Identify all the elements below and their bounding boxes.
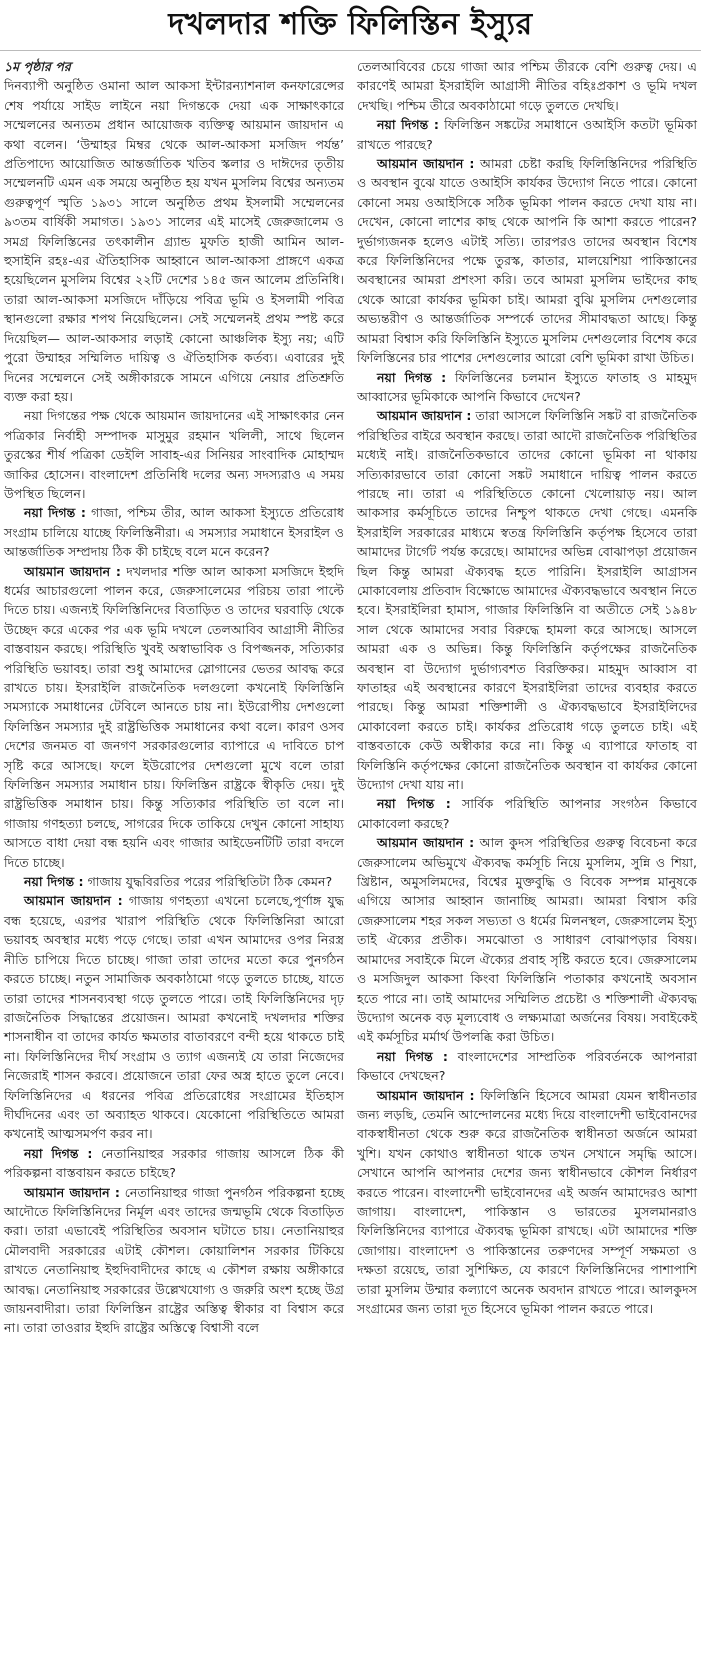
speaker-label: নয়া দিগন্ত : xyxy=(377,796,451,812)
speaker-label: নয়া দিগন্ত : xyxy=(24,874,84,890)
paragraph-text: গাজা, পশ্চিম তীর, আল আকসা ইস্যুতে প্রতিরোধ সংগ্রাম চালিয়ে যাচ্ছে ফিলিস্তিনীরা। এ সমস্যার সমাধানে ইসরাইল ও আন্তর্জাতিক সম্প্রদায় ঠিক কী চাইছে বলে মনে করেন? xyxy=(4,505,344,560)
paragraph-text: বাংলাদেশের সাম্প্রতিক পরিবর্তনকে আপনারা কিভাবে দেখছেন? xyxy=(357,1048,697,1084)
paragraph-text: গাজায় গণহত্যা এখনো চলেছে,পূর্ণাঙ্গ যুদ্ধ বন্ধ হয়েছে, এরপর খারাপ পরিস্থিতি থেকে ফিলিস্তিনিরা আরো ভয়াবহ অবস্থার মধ্যে পড়ে গেছে। তারা এখন আমাদের ওপর নিরস্ত্র নীতি চাপিয়ে দিতে চাচ্ছে। গাজা তারা তাদের মতো করে পুনর্গঠন করতে চাচ্ছে। নতুন সামাজিক অবকাঠামো গড়ে তুলতে চাচ্ছে, যাতে তারা তাদের শাসনব্যবস্থা গড়ে তুলতে পারে। তাই ফিলিস্তিনিদের দৃঢ় রাজনৈতিক সিদ্ধান্তের প্রয়োজন। আমরা কখনোই দখলদার শক্তির শাসনাধীন বা তাদের কার্যত ক্ষমতার বাতাবরণে বন্দী হয়ে থাকতে চাই না। ফিলিস্তিনিদের দীর্ঘ সংগ্রাম ও ত্যাগ এজন্যই যে তারা নিজেদের নিজেরাই শাসন করবে। প্রয়োজনে তারা ফের অস্ত্র হাতে তুলে নেবে। ফিলিস্তিনিদের এ ধরনের পবিত্র প্রতিরোধের সংগ্রামের ইতিহাস দীর্ঘদিনের এবং তা অব্যাহত থাকবে। যেকোনো পরিস্থিতিতে আমরা কখনোই আত্মসমর্পণ করব না। xyxy=(4,893,344,1142)
paragraph-text: নেতানিয়াহুর গাজা পুনর্গঠন পরিকল্পনা হচ্ছে আদৌতে ফিলিস্তিনিদের নির্মূল এবং তাদের জন্মভূমি থেকে বিতাড়িত করা। তারা এভাবেই পরিস্থিতির অবসান ঘটাতে চায়। নেতানিয়াহুর মৌলবাদী সরকারের এটাই কৌশল। কোয়ালিশন সরকার টিকিয়ে রাখতে নেতানিয়াহু ইহুদিবাদীদের কাছে এ কৌশল রক্ষায় অঙ্গীকারে আবদ্ধ। নেতানিয়াহু সরকারের উল্লেখযোগ্য ও জরুরি অংশ হচ্ছে উগ্র জায়নবাদীরা। তারা ফিলিস্তিন রাষ্ট্রের অস্তিত্ব স্বীকার বা বিশ্বাস করে না। তারা তাওরার ইহুদি রাষ্ট্রের অস্তিত্বে বিশ্বাসী বলে xyxy=(4,1184,344,1336)
paragraph-text: ফিলিস্তিনি হিসেবে আমরা যেমন স্বাধীনতার জন্য লড়ছি, তেমনি আন্দোলনের মধ্যে দিয়ে বাংলাদেশী ভাইবোনদের বাকস্বাধীনতা থেকে শুরু করে রাজনৈতিক স্বাধীনতা অর্জনে আমরা খুশি। যখন কোথাও স্বাধীনতা থাকে তখন সেখানে সমৃদ্ধি আসে। সেখানে আপনি আপনার দেশের জন্য স্বাধীনভাবে কৌশল নির্ধারণ করতে পারেন। বাংলাদেশী ভাইবোনদের এই অর্জন আমাদেরও আশা জাগায়। বাংলাদেশ, পাকিস্তান ও ভারতের মুসলমানরাও ফিলিস্তিনিদের ব্যাপারে ঐক্যবদ্ধ ভূমিকা রাখছে। এটা আমাদের শক্তি জোগায়। বাংলাদেশ ও পাকিস্তানের তরুণদের সম্পূর্ণ সক্ষমতা ও দক্ষতা রয়েছে, তারা সুশিক্ষিত, যে কারণে ফিলিস্তিনিদের পাশাপাশি তারা মুসলিম উম্মার কল্যাণে অনেক অবদান রাখতে পারে। আলকুদস সংগ্রামের জন্য তারা দূত হিসেবে ভূমিকা পালন করতে পারে। xyxy=(357,1087,697,1316)
paragraph-text: দিনব্যাপী অনুষ্ঠিত ওমানা আল আকসা ইন্টারন্যাশনাল কনফারেন্সের শেষ পর্যায়ে সাইড লাইনে নয়া দিগন্তকে দেয়া এক সাক্ষাৎকারে সম্মেলনের অন্যতম প্রধান আয়োজক ব্যক্তিত্ব আয়মান জায়দান এ কথা বলেন। ‘উম্মাহর মিম্বর থেকে আল-আকসা মসজিদ পর্যন্ত’ প্রতিপাদ্যে আয়োজিত আন্তর্জাতিক খতিব স্কলার ও দাঈদের তৃতীয় সম্মেলনটি এমন এক সময়ে অনুষ্ঠিত হয় যখন মুসলিম বিশ্বের অন্যতম গুরুত্বপূর্ণ স্মৃতি ১৯৩১ সালে অনুষ্ঠিত প্রথম ইসলামী সম্মেলনের ৯৩তম বার্ষিকী সমাগত। ১৯৩১ সালের এই মাসেই জেরুজালেম ও সমগ্র ফিলিস্তিনের তৎকালীন গ্র্যান্ড মুফতি হাজী আমিন আল-হুসাইনি রহঃ-এর ঐতিহাসিক আহ্বানে আল-আকসা প্রাঙ্গণে একত্র হয়েছিলেন মুসলিম বিশ্বের ২২টি দেশের ১৪৫ জন আলেম প্রতিনিধি। তারা আল-আকসা মসজিদে দাঁড়িয়ে পবিত্র ভূমি ও ইসলামী পবিত্র স্থানগুলো রক্ষার শপথ নিয়েছিলেন। সেই সম্মেলনই প্রথম স্পষ্ট করে দিয়েছিল— আল-আকসার লড়াই কোনো আঞ্চলিক ইস্যু নয়; এটি পুরো উম্মাহর সম্মিলিত দায়িত্ব ও ঐতিহাসিক কর্তব্য। এবারের দুই দিনের সম্মেলনে সেই অঙ্গীকারকে সামনে এগিয়ে নেয়ার প্রতিশ্রুতি ব্যক্ত করা হয়। xyxy=(4,78,344,404)
paragraph-text: দখলদার শক্তি আল আকসা মসজিদে ইহুদি ধর্মের আচারগুলো পালন করে, জেরুসালেমের পরিচয় তারা পাল্টে দিতে চায়। এজন্যই ফিলিস্তিনিদের বিতাড়িত ও তাদের ঘরবাড়ি থেকে উচ্ছেদ করে একের পর এক ভূমি দখলে তেলআবিব আগ্রাসী নীতির বাস্তবায়ন করছে। পরিস্থিতি খুবই অস্বাভাবিক ও বিপজ্জনক, সত্যিকার পরিস্থিতি ভয়াবহ। তারা শুধু আমাদের স্লোগানের ভেতর আবদ্ধ করে রাখতে চায়। ইসরাইলি রাজনৈতিক দলগুলো কখনোই ফিলিস্তিনি সমস্যাকে সমাধানের টেবিলে আনতে চায় না। ইউরোপীয় দেশগুলো ফিলিস্তিন সমস্যার দুই রাষ্ট্রভিত্তিক সমাধানের কথা বলে। কারণ ওসব দেশের জনমত বা জনগণ সরকারগুলোর ব্যাপারে এ দাবিতে চাপ সৃষ্টি করে আসছে। ফলে ইউরোপের দেশগুলো মুখে বলে তারা ফিলিস্তিন সমস্যার সমাধান চায়। ফিলিস্তিন রাষ্ট্রকে স্বীকৃতি দেয়। দুই রাষ্ট্রভিত্তিক সমাধান চায়। কিন্তু সত্যিকার পরিস্থিতি তা বলে না। গাজায় গণহত্যা চলছে, সাগরের দিকে তাকিয়ে দেখুন কোনো সাহায্য আসতে বাধা দেয়া বন্ধ হয়নি এবং গাজার আইডেনটিটি তারা বদলে দিতে চাচ্ছে। xyxy=(4,563,344,870)
speaker-label: আয়মান জায়দান : xyxy=(377,156,475,172)
speaker-label: আয়মান জায়দান : xyxy=(24,563,121,579)
paragraph-text: ফিলিস্তিন সঙ্কটের সমাধানে ওআইসি কতটা ভূমিকা রাখতে পারছে? xyxy=(357,117,697,152)
speaker-label: আয়মান জায়দান : xyxy=(24,1184,120,1200)
article-paragraph xyxy=(357,57,697,115)
interview-paragraph xyxy=(357,833,697,1046)
article-paragraph xyxy=(4,76,344,406)
page-reference: ১ম পৃষ্ঠার পর xyxy=(4,59,71,74)
paragraph-text: আল কুদস পরিস্থিতির গুরুত্ব বিবেচনা করে জেরুসালেম অভিমুখে ঐক্যবদ্ধ কর্মসূচি নিয়ে মুসলিম, সুন্নি ও শিয়া, খ্রিষ্টান, অমুসলিমদের, বিশ্বের মুক্তবুদ্ধি ও বিবেক সম্পন্ন মানুষকে এগিয়ে আসার আহ্বান জানাচ্ছি আমরা। আমরা বিশ্বাস করি জেরুসালেম শহর সকল সভ্যতা ও ধর্মের মিলনস্থল, জেরুসালেম ইস্যু তাই ঐক্যের প্রতীক। সমঝোতা ও সাধারণ বোঝাপড়ার বিষয়। আমাদের সবাইকে মিলে ঐক্যের প্রবাহ সৃষ্টি করতে হবে। জেরুসালেম ও মসজিদুল আকসা কিংবা ফিলিস্তিনি পতাকার কখনোই অবসান হতে পারে না। তাই আমাদের সম্মিলিত প্রচেষ্টা ও শক্তিশালী ঐক্যবদ্ধ উদ্যোগ অনেক বড় মূল্যবোধ ও লক্ষ্যমাত্রা অর্জনের বিষয়। সবাইকেই এই কর্মসূচির মর্মার্থ উপলব্ধি করা উচিত। xyxy=(357,835,697,1045)
interview-paragraph xyxy=(4,1144,344,1183)
interview-paragraph xyxy=(357,1047,697,1086)
paragraph-text: তেলআবিবের চেয়ে গাজা আর পশ্চিম তীরকে বেশি গুরুত্ব দেয়। এ কারণেই আমরা ইসরাইলি আগ্রাসী নীতির বহিঃপ্রকাশ ও ভূমি দখল দেখছি। পশ্চিম তীরে অবকাঠামো গড়ে তুলতে দেখছি। xyxy=(357,59,697,113)
paragraph-text: গাজায় যুদ্ধবিরতির পরের পরিস্থিতিটা ঠিক কেমন? xyxy=(87,874,333,890)
interview-paragraph xyxy=(4,1183,344,1338)
interview-paragraph xyxy=(357,1086,697,1319)
interview-paragraph xyxy=(357,368,697,407)
interview-paragraph xyxy=(357,406,697,794)
article-body xyxy=(0,51,701,1338)
speaker-label: নয়া দিগন্ত : xyxy=(377,1048,448,1064)
paragraph-text: সার্বিক পরিস্থিতি আপনার সংগঠন কিভাবে মোকাবেলা করছে? xyxy=(357,796,698,831)
article-paragraph xyxy=(4,406,344,503)
speaker-label: আয়মান জায়দান : xyxy=(377,408,472,424)
paragraph-text: আমরা চেষ্টা করছি ফিলিস্তিনিদের পরিস্থিতি ও অবস্থান বুঝে যাতে ওআইসি কার্যকর উদ্যোগ নিতে পারে। কোনো কোনো সময় ওআইসিকে সঠিক ভূমিকা পালন করতে দেখা যায় না। দেখেন, কোনো লাশের কাছ থেকে আপনি কি আশা করতে পারেন? দুর্ভাগ্যজনক হলেও এটাই সত্যি। তারপরও তাদের অবস্থান বিশেষ করে ফিলিস্তিনিদের পক্ষে তুরস্ক, কাতার, মালয়েশিয়া পাকিস্তানের অবস্থানের আমরা প্রশংসা করি। তবে আমরা মুসলিম ভাইদের কাছ থেকে আরো কার্যকর ভূমিকা চাই। আমরা বুঝি মুসলিম দেশগুলোর অভ্যন্তরীণ ও আন্তর্জাতিক সম্পর্কে তাদের সীমাবদ্ধতা আছে। কিন্তু আমরা বিশ্বাস করি ফিলিস্তিনি ইস্যুতে মুসলিম দেশগুলোর বিশেষ করে ফিলিস্তিনের চার পাশের দেশগুলোর আরো বেশি ভূমিকা রাখা উচিত। xyxy=(357,156,697,366)
headline: দখলদার শক্তি ফিলিস্তিন ইস্যুর xyxy=(168,6,533,42)
paragraph-text: তারা আসলে ফিলিস্তিনি সঙ্কট বা রাজনৈতিক পরিস্থিতির বাইরে অবস্থান করছে। তারা আদৌ রাজনৈতিক পরিস্থিতির মধ্যেই নাই। রাজনৈতিকভাবে তাদের কোনো ভূমিকা না থাকায় সত্যিকারভাবে তারা কোনো সঙ্কট সমাধানে দায়িত্ব পালন করতে পারছে না। তারা এ পরিস্থিতিতে কোনো খেলোয়াড় নয়। আল আকসার কর্মসূচিতে তাদের নিশ্চুপ থাকতে দেখা গেছে। এমনকি ইসরাইলি সরকারের মাধ্যমে স্বতন্ত্র ফিলিস্তিনি কর্তৃপক্ষ হিসেবে তারা আমাদের টার্গেট পর্যন্ত করেছে। আমাদের অভিন্ন বোঝাপড়া প্রয়োজন ছিল কিন্তু আমরা ঐক্যবদ্ধ হতে পারিনি। ইসরাইলি আগ্রাসন মোকাবেলায় প্রতিবাদ বিক্ষোভে আমাদের ঐক্যবদ্ধভাবে অবস্থান নিতে হবে। ইসরাইলিরা হামাস, গাজার ফিলিস্তিনি বা অতীতে সেই ১৯৪৮ সাল থেকে আমাদের সবার বিরুদ্ধে হামলা করে আসছে। আসলে আমরা এক ও অভিন্ন। কিন্তু ফিলিস্তিনি কর্তৃপক্ষের রাজনৈতিক অবস্থান বা উদ্যোগ দুর্ভাগ্যবশত বিরক্তিকর। মাহমুদ আব্বাস বা ফাতাহর এই অবস্থানের কারণে ইসরাইলিরা তাদের ব্যবহার করতে পারছে। কিন্তু আমরা শক্তিশালী ও ঐক্যবদ্ধভাবে ইসরাইলিদের মোকাবেলা করতে চাই। কার্যকর প্রতিরোধ গড়ে তুলতে চাই। এই বাস্তবতাকে কেউ অস্বীকার করে না। কিন্তু এ ব্যাপারে ফাতাহ বা ফিলিস্তিনি কর্তৃপক্ষের কোনো রাজনৈতিক অবস্থান বা কার্যকর কোনো উদ্যোগ দেখা যায় না। xyxy=(357,408,697,793)
speaker-label: নয়া দিগন্ত : xyxy=(24,505,86,521)
speaker-label: আয়মান জায়দান : xyxy=(377,1087,475,1103)
left-column xyxy=(4,57,344,1338)
speaker-label: নয়া দিগন্ত : xyxy=(377,117,439,133)
paragraph-text: ফিলিস্তিনের চলমান ইস্যুতে ফাতাহ ও মাহমুদ আব্বাসের ভূমিকাকে আপনি কিভাবে দেখেন? xyxy=(357,369,697,404)
interview-paragraph xyxy=(4,872,344,891)
interview-paragraph xyxy=(4,562,344,873)
speaker-label: নয়া দিগন্ত : xyxy=(377,369,447,385)
speaker-label: আয়মান জায়দান : xyxy=(24,893,123,909)
headline-bar xyxy=(0,0,701,51)
interview-paragraph xyxy=(357,794,697,833)
interview-paragraph xyxy=(4,503,344,561)
speaker-label: নয়া দিগন্ত : xyxy=(24,1145,93,1161)
paragraph-text: নেতানিয়াহুর সরকার গাজায় আসলে ঠিক কী পরিকল্পনা বাস্তবায়ন করতে চাইছে? xyxy=(4,1145,345,1181)
interview-paragraph xyxy=(357,115,697,154)
paragraph-text: নয়া দিগন্তের পক্ষ থেকে আয়মান জায়দানের এই সাক্ষাৎকার নেন পত্রিকার নির্বাহী সম্পাদক মাসুমুর রহমান খলিলী, সাথে ছিলেন তুরস্কের শীর্ষ পত্রিকা ডেইলি সাবাহ-এর সিনিয়র সাংবাদিক মোহাম্মদ জাকির হোসেন। বাংলাদেশ প্রতিনিধি দলের অন্য সদস্যরাও এ সময় উপস্থিত ছিলেন। xyxy=(4,408,344,501)
speaker-label: আয়মান জায়দান : xyxy=(377,835,475,851)
interview-paragraph xyxy=(357,154,697,367)
interview-paragraph xyxy=(4,891,344,1143)
right-column xyxy=(357,57,697,1338)
